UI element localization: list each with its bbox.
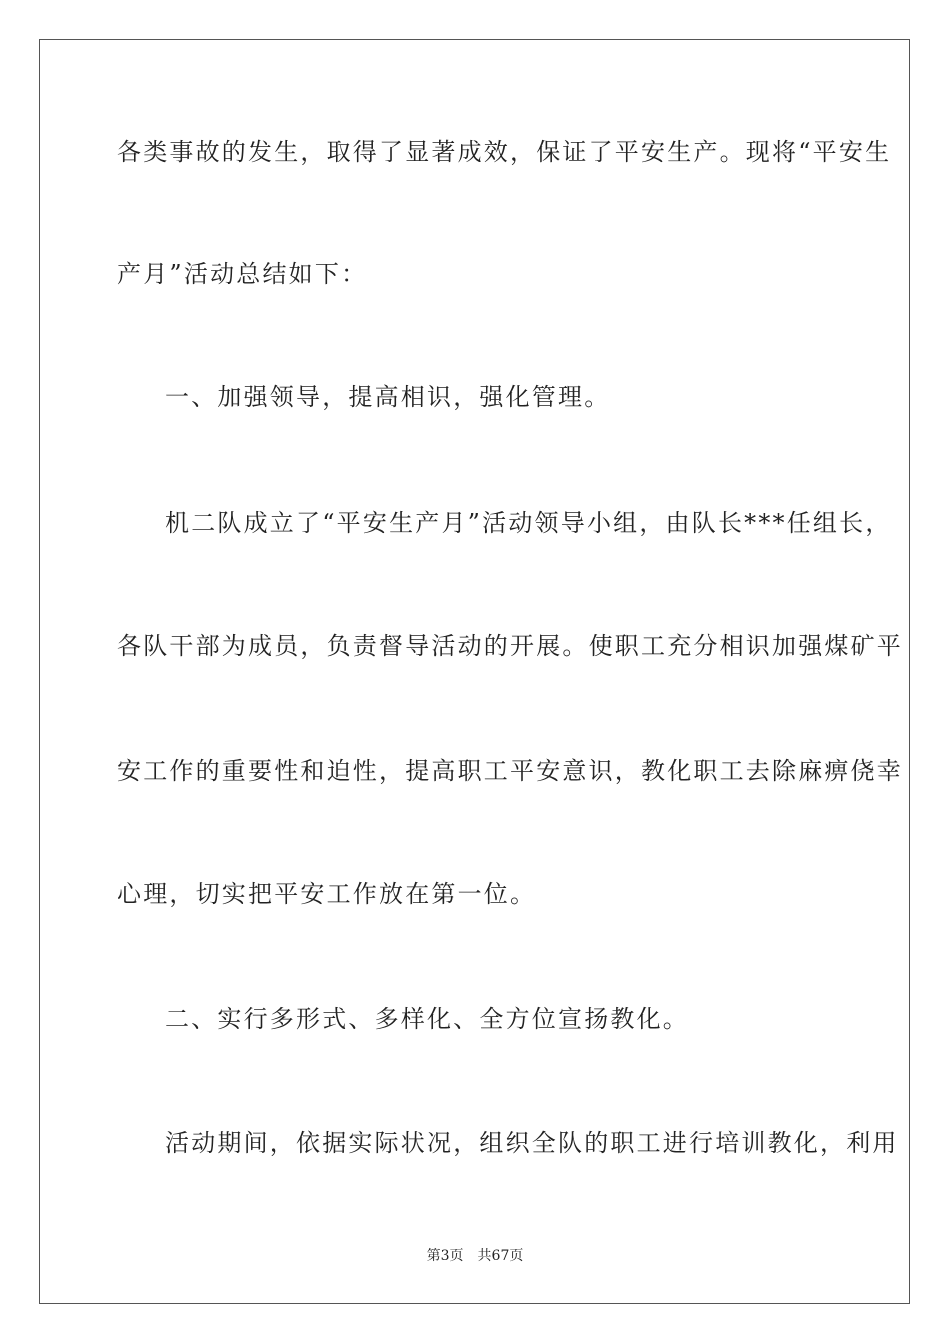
page-border: [39, 39, 910, 1304]
page-footer: [0, 1246, 950, 1266]
body-line-7: 活动期间，依据实际状况，组织全队的职工进行培训教化，利用: [165, 1129, 899, 1157]
body-line-5: 安工作的重要性和迫性，提高职工平安意识，教化职工去除麻痹侥幸: [117, 757, 903, 785]
section-heading-1: 一、加强领导，提高相识，强化管理。: [165, 383, 611, 411]
body-line-2: 产月”活动总结如下：: [117, 260, 368, 288]
body-line-6: 心理，切实把平安工作放在第一位。: [117, 880, 537, 908]
body-line-4: 各队干部为成员，负责督导活动的开展。使职工充分相识加强煤矿平: [117, 632, 903, 660]
body-line-1: 各类事故的发生，取得了显著成效，保证了平安生产。现将“平安生: [117, 138, 892, 166]
section-heading-2: 二、实行多形式、多样化、全方位宣扬教化。: [165, 1005, 689, 1033]
page-number: 第3页: [426, 1248, 464, 1264]
body-line-3: 机二队成立了“平安生产月”活动领导小组，由队长***任组长，: [165, 509, 892, 537]
page-total: 共67页: [477, 1248, 524, 1264]
